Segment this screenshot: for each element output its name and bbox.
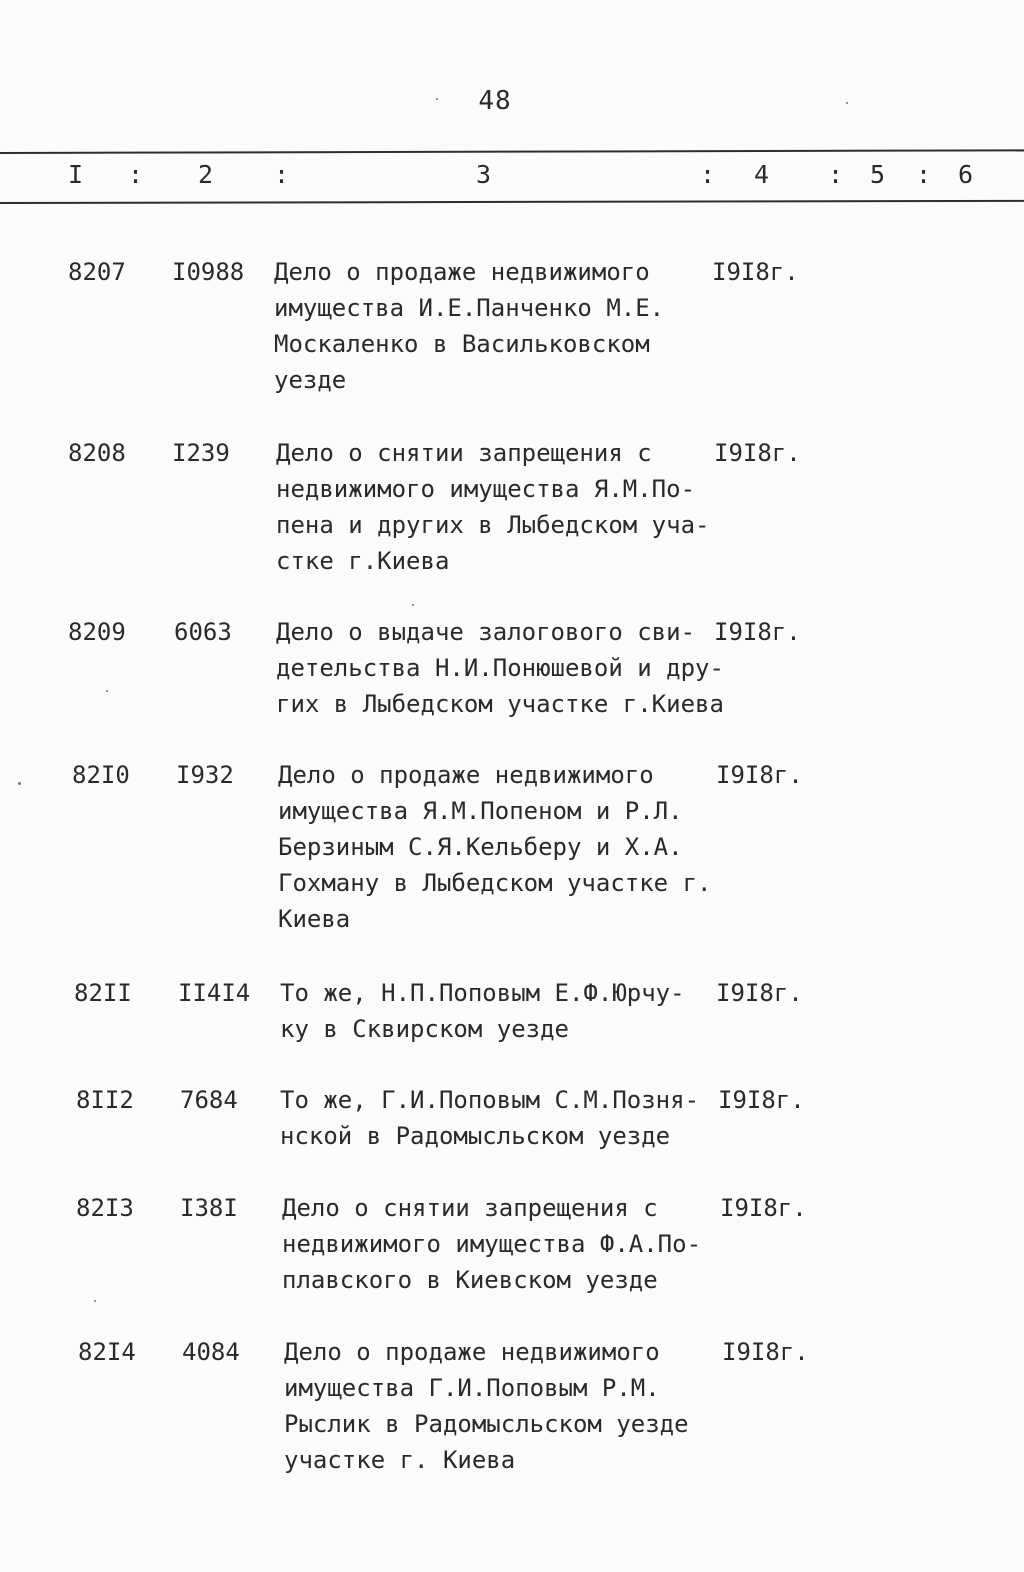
description-line: участке г. Киева bbox=[284, 1446, 516, 1474]
description-line: Рыслик в Радомысльском уезде bbox=[284, 1410, 689, 1438]
entry-year: I9I8г. bbox=[714, 618, 801, 646]
entry-description bbox=[282, 1190, 701, 1298]
entry-description bbox=[280, 975, 685, 1047]
description-line: То же, Н.П.Поповым Е.Ф.Юрчу- bbox=[280, 979, 685, 1007]
description-line: недвижимого имущества Ф.А.По- bbox=[282, 1230, 702, 1258]
entry-description bbox=[276, 435, 709, 579]
description-line: Дело о продаже недвижимого bbox=[278, 761, 654, 789]
description-line: Дело о продаже недвижимого bbox=[274, 258, 650, 286]
entry-old-number: I38I bbox=[180, 1194, 238, 1222]
paper-speck bbox=[18, 782, 21, 785]
description-line: гих в Лыбедском участке г.Киева bbox=[276, 690, 724, 718]
description-line: Дело о снятии запрещения с bbox=[282, 1194, 658, 1222]
entry-number: 82I0 bbox=[72, 761, 130, 789]
entry-year: I9I8г. bbox=[714, 439, 801, 467]
column-separator: : bbox=[700, 160, 716, 189]
description-line: пена и других в Лыбедском уча- bbox=[276, 511, 710, 539]
entry-year: I9I8г. bbox=[722, 1338, 809, 1366]
column-header-2: 2 bbox=[198, 160, 214, 189]
column-separator: : bbox=[128, 160, 144, 189]
page-number: 48 bbox=[478, 86, 512, 116]
description-line: недвижимого имущества Я.М.По- bbox=[276, 475, 696, 503]
entry-old-number: I239 bbox=[172, 439, 230, 467]
column-header-4: 4 bbox=[754, 160, 770, 189]
entry-year: I9I8г. bbox=[712, 258, 799, 286]
description-line: плавского в Киевском уезде bbox=[282, 1266, 658, 1294]
entry-number: 82I3 bbox=[76, 1194, 134, 1222]
description-line: нской в Радомысльском уезде bbox=[280, 1122, 671, 1150]
entry-description bbox=[276, 614, 724, 722]
column-separator: : bbox=[916, 160, 932, 189]
entry-number: 82II bbox=[74, 979, 132, 1007]
description-line: Гохману в Лыбедском участке г. bbox=[278, 869, 712, 897]
column-header-1: I bbox=[68, 160, 84, 189]
column-header-5: 5 bbox=[870, 160, 886, 189]
description-line: ку в Сквирском уезде bbox=[280, 1015, 569, 1043]
entry-description bbox=[280, 1082, 699, 1154]
entry-number: 8209 bbox=[68, 618, 126, 646]
entry-year: I9I8г. bbox=[718, 1086, 805, 1114]
paper-speck bbox=[412, 604, 414, 606]
description-line: уезде bbox=[274, 366, 347, 394]
header-rule-bottom bbox=[0, 200, 1024, 204]
entry-description bbox=[274, 254, 664, 398]
entry-old-number: I0988 bbox=[172, 258, 245, 286]
entry-old-number: II4I4 bbox=[178, 979, 251, 1007]
paper-speck bbox=[94, 1300, 96, 1302]
paper-speck bbox=[436, 98, 438, 100]
paper-speck bbox=[106, 690, 108, 692]
entry-description bbox=[278, 757, 711, 937]
column-header-3: 3 bbox=[476, 160, 492, 189]
description-line: имущества И.Е.Панченко М.Е. bbox=[274, 294, 665, 322]
entry-old-number: 7684 bbox=[180, 1086, 238, 1114]
description-line: стке г.Киева bbox=[276, 547, 450, 575]
entry-year: I9I8г. bbox=[716, 979, 803, 1007]
entry-year: I9I8г. bbox=[716, 761, 803, 789]
entry-description bbox=[284, 1334, 689, 1478]
paper-speck bbox=[846, 102, 848, 104]
entry-number: 8208 bbox=[68, 439, 126, 467]
description-line: имущества Г.И.Поповым Р.М. bbox=[284, 1374, 660, 1402]
description-line: Дело о снятии запрещения с bbox=[276, 439, 652, 467]
entry-old-number: 4084 bbox=[182, 1338, 240, 1366]
description-line: Дело о продаже недвижимого bbox=[284, 1338, 660, 1366]
column-separator: : bbox=[828, 160, 844, 189]
entry-number: 8207 bbox=[68, 258, 126, 286]
header-rule-top bbox=[0, 149, 1024, 154]
column-separator: : bbox=[274, 160, 290, 189]
entry-old-number: 6063 bbox=[174, 618, 232, 646]
entry-number: 8II2 bbox=[76, 1086, 134, 1114]
description-line: имущества Я.М.Попеном и Р.Л. bbox=[278, 797, 683, 825]
entry-old-number: I932 bbox=[176, 761, 234, 789]
description-line: Берзиным С.Я.Кельберу и Х.А. bbox=[278, 833, 683, 861]
description-line: детельства Н.И.Понюшевой и дру- bbox=[276, 654, 724, 682]
column-header-6: 6 bbox=[958, 160, 974, 189]
entry-year: I9I8г. bbox=[720, 1194, 807, 1222]
description-line: Дело о выдаче залогового сви- bbox=[276, 618, 696, 646]
description-line: Киева bbox=[278, 905, 351, 933]
description-line: То же, Г.И.Поповым С.М.Позня- bbox=[280, 1086, 700, 1114]
entry-number: 82I4 bbox=[78, 1338, 136, 1366]
description-line: Москаленко в Васильковском bbox=[274, 330, 650, 358]
